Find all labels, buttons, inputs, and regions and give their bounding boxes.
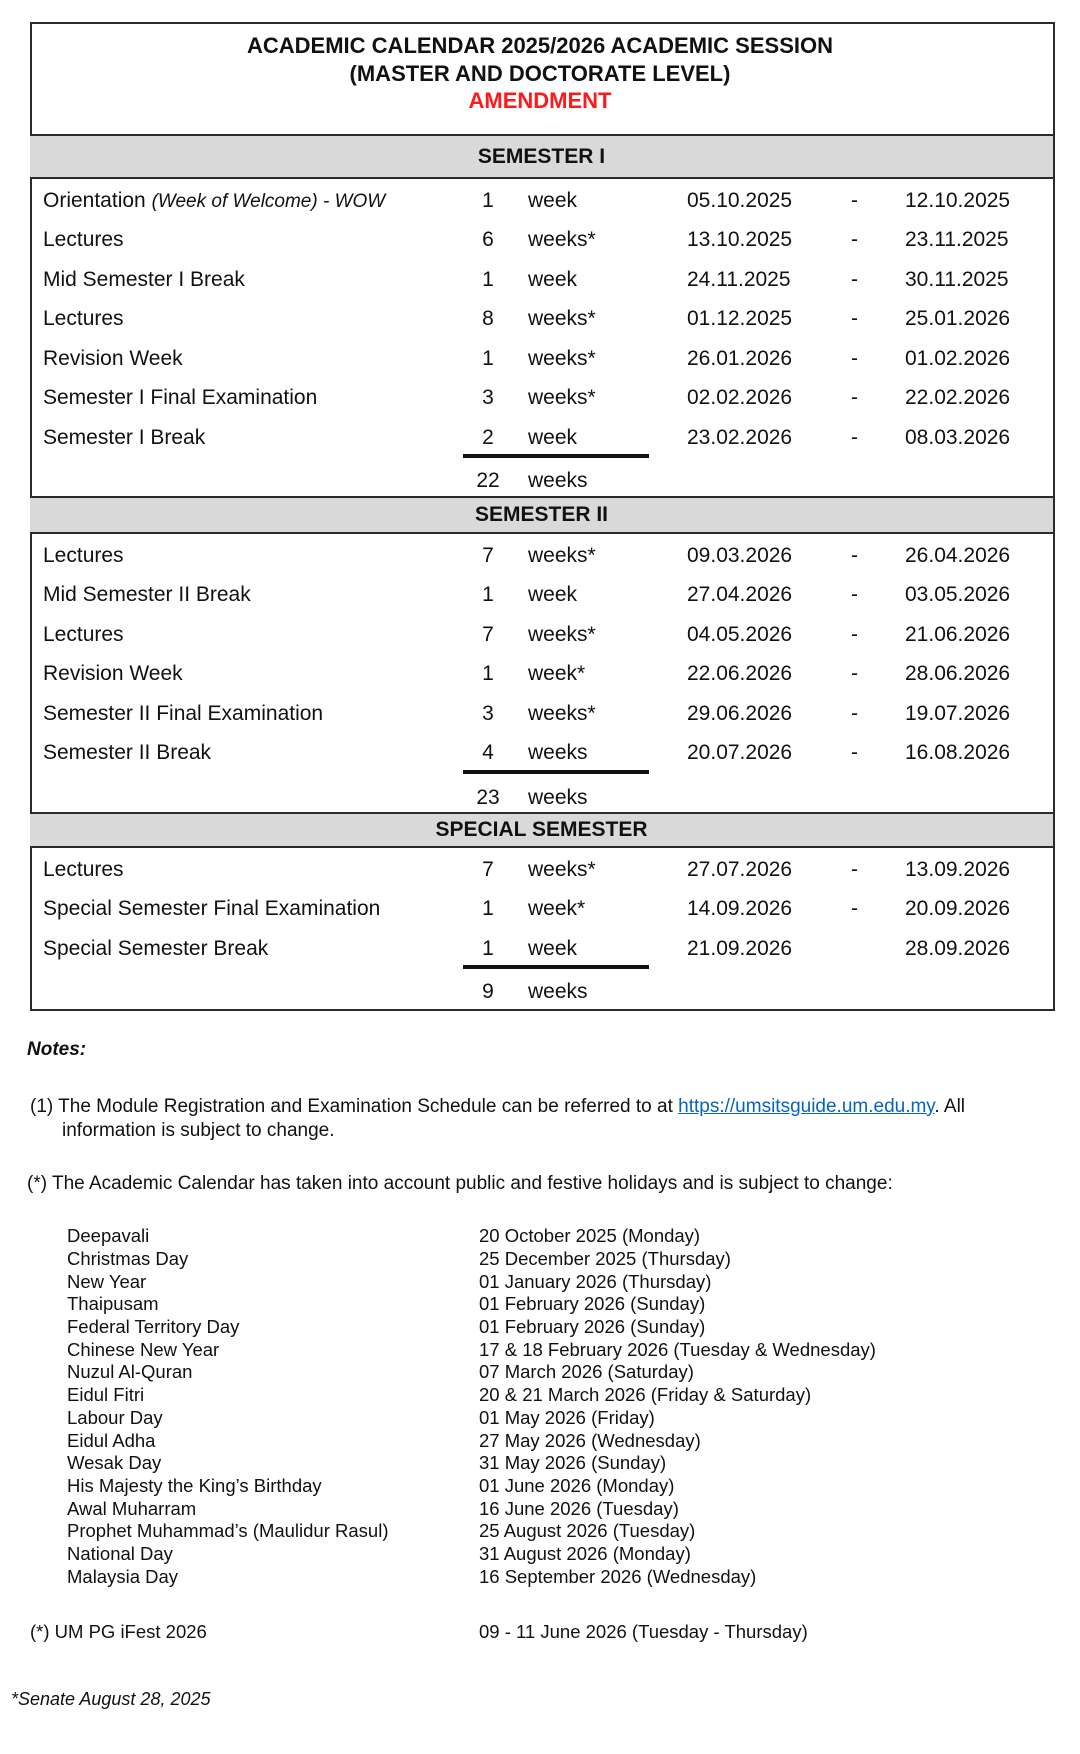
duration-number: 1 — [482, 347, 494, 370]
date-separator: - — [851, 583, 858, 606]
start-date: 23.02.2026 — [687, 426, 793, 449]
date-separator: - — [851, 189, 858, 212]
total-number: 22 — [476, 469, 500, 492]
end-date: 26.04.2026 — [905, 544, 1011, 567]
total-number: 23 — [476, 786, 500, 809]
note-holidays: (*) The Academic Calendar has taken into account public and festive holidays and is subject to change: — [27, 1173, 893, 1194]
date-separator: - — [851, 858, 858, 881]
total-unit: weeks — [528, 469, 588, 492]
duration-unit: week* — [528, 662, 586, 685]
end-date: 03.05.2026 — [905, 583, 1011, 606]
holiday-name: National Day — [67, 1543, 173, 1564]
table-row — [32, 662, 1051, 686]
date-separator: - — [851, 307, 858, 330]
holiday-date: 01 May 2026 (Friday) — [479, 1407, 655, 1428]
end-date: 22.02.2026 — [905, 386, 1011, 409]
end-date: 30.11.2025 — [905, 268, 1009, 291]
holiday-name: Thaipusam — [67, 1293, 159, 1314]
holiday-date: 16 June 2026 (Tuesday) — [479, 1498, 679, 1519]
activity: Lectures — [43, 307, 124, 330]
holiday-date: 01 January 2026 (Thursday) — [479, 1271, 712, 1292]
page-subtitle: (MASTER AND DOCTORATE LEVEL) — [349, 61, 731, 86]
total-divider — [463, 770, 649, 774]
start-date: 02.02.2026 — [687, 386, 793, 409]
duration-unit: week — [528, 189, 578, 212]
end-date: 12.10.2025 — [905, 189, 1011, 212]
start-date: 20.07.2026 — [687, 741, 793, 764]
table-row — [32, 937, 1051, 961]
date-separator: - — [851, 623, 858, 646]
end-date: 08.03.2026 — [905, 426, 1011, 449]
holiday-date: 27 May 2026 (Wednesday) — [479, 1430, 701, 1451]
duration-number: 3 — [482, 386, 494, 409]
holiday-name: Labour Day — [67, 1407, 163, 1428]
holiday-name: His Majesty the King’s Birthday — [67, 1475, 322, 1496]
start-date: 04.05.2026 — [687, 623, 793, 646]
date-separator: - — [851, 386, 858, 409]
activity: Lectures — [43, 858, 124, 881]
note-1-suffix: . All — [934, 1096, 966, 1117]
start-date: 24.11.2025 — [687, 268, 791, 291]
activity: Special Semester Break — [43, 937, 269, 960]
umsitsguide-link[interactable]: https://umsitsguide.um.edu.my — [678, 1096, 935, 1117]
duration-unit: week — [528, 268, 578, 291]
duration-number: 7 — [482, 623, 494, 646]
table-row — [32, 858, 1051, 882]
activity: Orientation — [43, 189, 146, 212]
table-row — [32, 741, 1051, 765]
duration-unit: week — [528, 937, 578, 960]
end-date: 16.08.2026 — [905, 741, 1011, 764]
table-row — [32, 897, 1051, 921]
start-date: 29.06.2026 — [687, 702, 793, 725]
start-date: 01.12.2025 — [687, 307, 793, 330]
event-name: (*) UM PG iFest 2026 — [30, 1621, 207, 1642]
total-divider — [463, 965, 649, 969]
date-separator: - — [851, 228, 858, 251]
holiday-date: 20 October 2025 (Monday) — [479, 1225, 701, 1246]
holiday-name: Eidul Fitri — [67, 1384, 145, 1405]
duration-unit: weeks — [528, 741, 588, 764]
duration-unit: weeks* — [528, 307, 596, 330]
start-date: 13.10.2025 — [687, 228, 793, 251]
total-divider — [463, 454, 649, 458]
duration-unit: week* — [528, 897, 586, 920]
start-date: 21.09.2026 — [687, 937, 793, 960]
date-separator: - — [851, 897, 858, 920]
duration-unit: weeks* — [528, 623, 596, 646]
date-separator: - — [851, 347, 858, 370]
table-row — [32, 544, 1051, 568]
table-row — [32, 307, 1051, 331]
end-date: 23.11.2025 — [905, 228, 1009, 251]
semester-1-header: SEMESTER I — [30, 134, 1053, 179]
table-row — [32, 583, 1051, 607]
activity: Special Semester Final Examination — [43, 897, 381, 920]
duration-number: 7 — [482, 858, 494, 881]
duration-number: 8 — [482, 307, 494, 330]
holiday-name: Awal Muharram — [67, 1498, 197, 1519]
end-date: 28.06.2026 — [905, 662, 1011, 685]
date-separator: - — [851, 426, 858, 449]
duration-unit: weeks* — [528, 347, 596, 370]
holiday-date: 16 September 2026 (Wednesday) — [479, 1566, 757, 1587]
holiday-name: Nuzul Al-Quran — [67, 1361, 193, 1382]
end-date: 28.09.2026 — [905, 937, 1011, 960]
activity: Mid Semester II Break — [43, 583, 251, 606]
end-date: 20.09.2026 — [905, 897, 1011, 920]
start-date: 05.10.2025 — [687, 189, 793, 212]
note-1-text: (1) The Module Registration and Examination Schedule can be referred to at — [30, 1096, 679, 1117]
table-row — [32, 386, 1051, 410]
duration-unit: week — [528, 426, 578, 449]
start-date: 14.09.2026 — [687, 897, 793, 920]
holiday-date: 17 & 18 February 2026 (Tuesday & Wednesday) — [479, 1339, 876, 1360]
activity: Semester I Final Examination — [43, 386, 318, 409]
activity: Mid Semester I Break — [43, 268, 245, 291]
note-1-line-2: information is subject to change. — [62, 1120, 335, 1141]
start-date: 27.07.2026 — [687, 858, 793, 881]
table-row — [32, 426, 1051, 450]
holiday-name: Prophet Muhammad’s (Maulidur Rasul) — [67, 1520, 389, 1541]
activity: Lectures — [43, 623, 124, 646]
end-date: 25.01.2026 — [905, 307, 1011, 330]
event-date: 09 - 11 June 2026 (Tuesday - Thursday) — [479, 1621, 808, 1642]
holiday-date: 20 & 21 March 2026 (Friday & Saturday) — [479, 1384, 812, 1405]
duration-number: 2 — [482, 426, 494, 449]
date-separator: - — [851, 544, 858, 567]
activity: Lectures — [43, 544, 124, 567]
total-row — [32, 469, 1051, 493]
table-row — [32, 268, 1051, 292]
duration-unit: weeks* — [528, 858, 596, 881]
holiday-date: 01 February 2026 (Sunday) — [479, 1316, 706, 1337]
holiday-date: 31 August 2026 (Monday) — [479, 1543, 691, 1564]
holiday-name: Malaysia Day — [67, 1566, 179, 1587]
duration-number: 3 — [482, 702, 494, 725]
amendment-label: AMENDMENT — [468, 88, 612, 113]
holiday-name: Christmas Day — [67, 1248, 189, 1269]
end-date: 21.06.2026 — [905, 623, 1011, 646]
duration-unit: weeks* — [528, 544, 596, 567]
start-date: 09.03.2026 — [687, 544, 793, 567]
activity: Revision Week — [43, 347, 183, 370]
table-row — [32, 189, 1051, 213]
duration-number: 1 — [482, 189, 494, 212]
duration-number: 1 — [482, 662, 494, 685]
duration-number: 6 — [482, 228, 494, 251]
duration-number: 4 — [482, 741, 494, 764]
activity: Revision Week — [43, 662, 183, 685]
holiday-date: 25 August 2026 (Tuesday) — [479, 1520, 696, 1541]
holiday-date: 31 May 2026 (Sunday) — [479, 1452, 667, 1473]
date-separator: - — [851, 268, 858, 291]
total-number: 9 — [482, 980, 494, 1003]
activity: Semester II Final Examination — [43, 702, 324, 725]
duration-unit: weeks* — [528, 228, 596, 251]
table-row — [32, 347, 1051, 371]
holiday-date: 25 December 2025 (Thursday) — [479, 1248, 731, 1269]
date-separator: - — [851, 741, 858, 764]
table-row — [32, 702, 1051, 726]
end-date: 19.07.2026 — [905, 702, 1011, 725]
holiday-date: 01 June 2026 (Monday) — [479, 1475, 675, 1496]
total-unit: weeks — [528, 980, 588, 1003]
activity: Semester I Break — [43, 426, 206, 449]
total-row — [32, 786, 1051, 810]
semester-2-header: SEMESTER II — [30, 496, 1053, 534]
special-semester-header: SPECIAL SEMESTER — [30, 812, 1053, 848]
start-date: 22.06.2026 — [687, 662, 793, 685]
holiday-name: Eidul Adha — [67, 1430, 156, 1451]
activity-note: (Week of Welcome) - WOW — [151, 191, 386, 212]
holiday-date: 07 March 2026 (Saturday) — [479, 1361, 694, 1382]
total-unit: weeks — [528, 786, 588, 809]
activity: Semester II Break — [43, 741, 212, 764]
notes-heading: Notes: — [27, 1039, 87, 1060]
start-date: 26.01.2026 — [687, 347, 793, 370]
duration-unit: weeks* — [528, 386, 596, 409]
duration-number: 1 — [482, 268, 494, 291]
holiday-name: New Year — [67, 1271, 147, 1292]
end-date: 13.09.2026 — [905, 858, 1011, 881]
duration-number: 1 — [482, 937, 494, 960]
table-row — [32, 228, 1051, 252]
holiday-name: Federal Territory Day — [67, 1316, 240, 1337]
activity: Lectures — [43, 228, 124, 251]
holiday-name: Deepavali — [67, 1225, 150, 1246]
table-row — [32, 623, 1051, 647]
duration-number: 1 — [482, 897, 494, 920]
start-date: 27.04.2026 — [687, 583, 793, 606]
date-separator: - — [851, 702, 858, 725]
end-date: 01.02.2026 — [905, 347, 1011, 370]
duration-unit: weeks* — [528, 702, 596, 725]
holiday-date: 01 February 2026 (Sunday) — [479, 1293, 706, 1314]
holiday-name: Wesak Day — [67, 1452, 162, 1473]
duration-unit: week — [528, 583, 578, 606]
total-row — [32, 980, 1051, 1004]
note-1 — [30, 1096, 965, 1118]
duration-number: 7 — [482, 544, 494, 567]
page-title: ACADEMIC CALENDAR 2025/2026 ACADEMIC SESSION — [247, 33, 833, 58]
holiday-name: Chinese New Year — [67, 1339, 220, 1360]
duration-number: 1 — [482, 583, 494, 606]
senate-approval-note: *Senate August 28, 2025 — [11, 1689, 211, 1709]
date-separator: - — [851, 662, 858, 685]
